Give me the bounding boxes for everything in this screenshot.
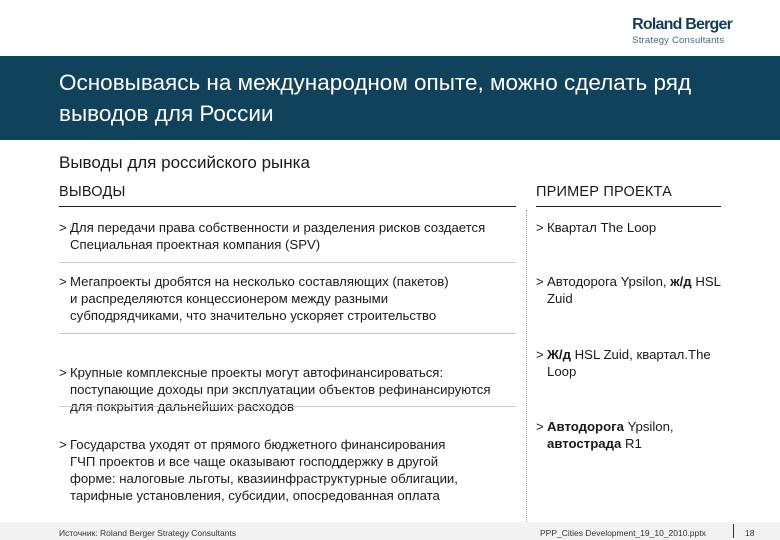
bullet-marker: > [59,365,67,380]
file-reference: PPP_Cities Development_19_10_2010.pptx [540,528,706,538]
row-divider [59,333,516,334]
row-divider [59,262,516,263]
bullet-marker: > [59,274,67,289]
conclusion-item [59,364,504,415]
example-text: Автодорога Ypsilon, ж/д HSL Zuid [547,274,721,306]
logo-brand: Roland Berger [632,16,732,33]
example-text: Ж/д HSL Zuid, квартал.The Loop [547,347,711,379]
example-item [536,219,721,236]
bullet-marker: > [59,437,67,452]
example-item [536,346,721,380]
conclusion-text: Крупные комплексные проекты могут автофинансироваться: поступающие доходы при эксплуатации объектов рефинансируются для покрытия дальнейших расходов [70,365,491,414]
example-item [536,418,721,452]
bullet-marker: > [536,220,544,235]
conclusion-item [59,219,514,253]
conclusions-header-rule [59,206,516,207]
logo-subtitle: Strategy Consultants [632,35,725,46]
example-text: Автодорога Ypsilon, автострада R1 [547,419,674,451]
examples-header: ПРИМЕР ПРОЕКТА [536,184,672,200]
conclusion-item [59,436,459,504]
row-divider [59,406,516,407]
page-number: 18 [745,528,755,538]
slide-title: Основываясь на международном опыте, можно сделать ряд выводов для России [59,70,692,126]
example-text: Квартал The Loop [547,220,657,235]
conclusion-item [59,273,459,324]
bullet-marker: > [536,274,544,289]
slide-subtitle: Выводы для российского рынка [59,153,310,172]
conclusions-header: ВЫВОДЫ [59,184,126,200]
example-item [536,273,721,307]
source-note: Источник: Roland Berger Strategy Consultants [59,528,237,538]
column-divider [526,210,527,522]
company-logo [632,16,732,46]
conclusion-text: Государства уходят от прямого бюджетного финансирования ГЧП проектов и все чаще оказывают господдержку в другой форме: налоговые льготы, квазиинфраструктурные облигации, тарифные установления, субсидии, опосредованная оплата [70,437,458,503]
bullet-marker: > [536,347,544,362]
conclusion-text: Для передачи права собственности и разделения рисков создается Специальная проектная компания (SPV) [70,220,486,252]
bullet-marker: > [536,419,544,434]
conclusion-text: Мегапроекты дробятся на несколько составляющих (пакетов) и распределяются концессионером между разными субподрядчиками, что значительно ускоряет строительство [70,274,449,323]
bullet-marker: > [59,220,67,235]
examples-header-rule [536,206,721,207]
footer-separator [733,524,734,538]
